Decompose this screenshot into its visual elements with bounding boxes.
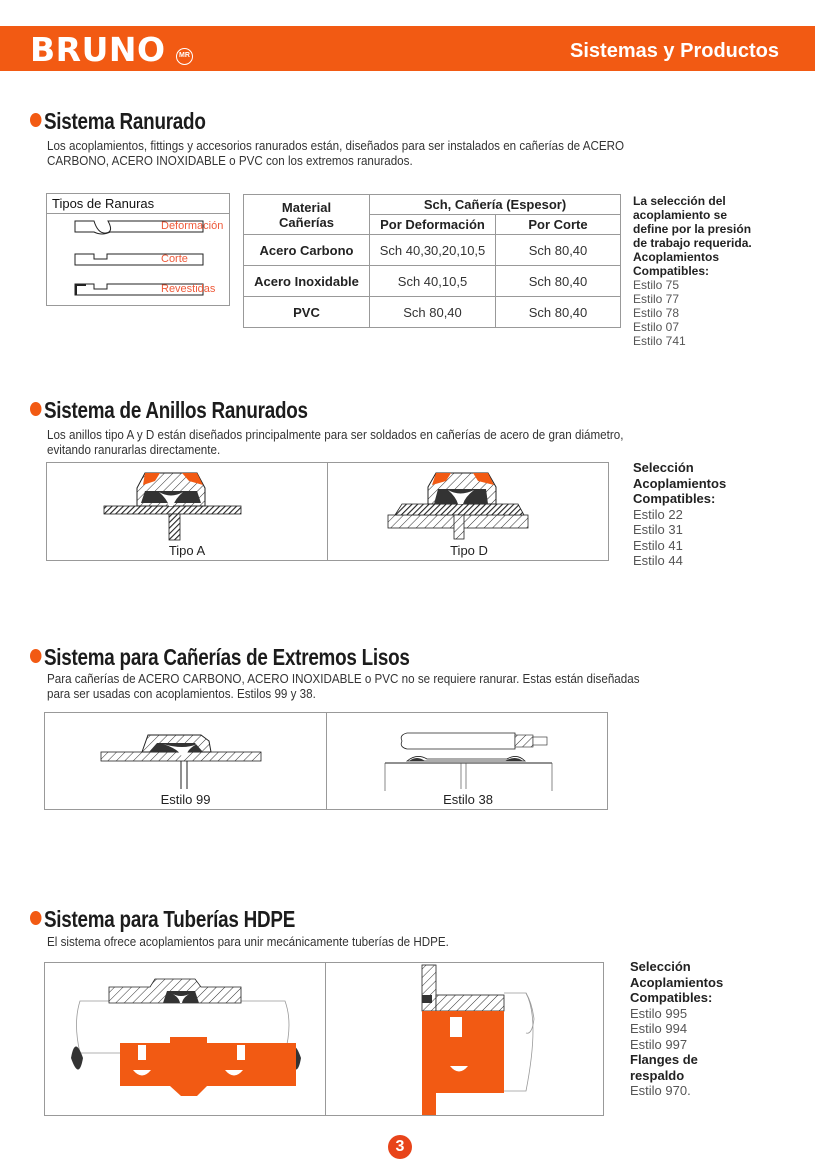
bullet-icon [30, 911, 41, 925]
coupling-style-99-diagram [45, 713, 326, 793]
figure-label: Tipo D [450, 543, 488, 558]
compatible-item: Estilo 78 [633, 306, 680, 320]
figure-box-anillos [46, 462, 609, 561]
side-note-line: La selección del [633, 194, 726, 208]
description-line: Los anillos tipo A y D están diseñados principalmente para ser soldados en cañerías de acero de gran diámetro, [47, 428, 624, 442]
side-note-anillos [633, 460, 726, 569]
side-heading: Compatibles: [633, 264, 710, 278]
compatible-item: Estilo 994 [630, 1021, 688, 1036]
description-line: evitando ranurarlas directamente. [47, 443, 221, 457]
section-title-ranurado [30, 108, 206, 135]
figure-label: Estilo 38 [443, 792, 493, 807]
cell-corte: Sch 80,40 [496, 235, 621, 266]
cell-material: Acero Inoxidable [244, 266, 370, 297]
brand-logo: BRUNO [30, 30, 166, 69]
figure-hdpe-coupling [45, 963, 325, 1115]
table-row [244, 235, 621, 266]
compatible-item: Estilo 41 [633, 537, 683, 553]
groove-revestidas [74, 283, 216, 296]
side-note-line: define por la presión [633, 222, 752, 236]
header-material: Material Cañerías [244, 195, 370, 235]
section-description [47, 672, 640, 702]
bullet-icon [30, 113, 41, 127]
hdpe-coupling-diagram [45, 963, 325, 1115]
section-title-hdpe [30, 906, 295, 933]
trademark-badge: MR [176, 48, 193, 65]
section-description [47, 428, 623, 458]
side-heading: Selección [633, 460, 694, 475]
description-line: El sistema ofrece acoplamientos para unir mecánicamente tuberías de HDPE. [47, 935, 449, 949]
cell-deformacion: Sch 40,30,20,10,5 [370, 235, 496, 266]
side-note-ranurado [633, 194, 752, 348]
cell-deformacion: Sch 40,10,5 [370, 266, 496, 297]
side-heading: Selección [630, 959, 691, 974]
compatible-item: Estilo 75 [633, 278, 680, 292]
column-header: Por Corte [496, 215, 621, 235]
section-title-text: Sistema Ranurado [43, 108, 206, 134]
schedule-table [243, 194, 621, 328]
cell-deformacion: Sch 80,40 [370, 297, 496, 328]
groove-label: Deformación [161, 220, 224, 232]
section-title-extremos-lisos [30, 644, 410, 671]
coupling-style-38-diagram [327, 713, 610, 793]
side-note-line: acoplamiento se [633, 208, 728, 222]
figure-box-extremos-lisos [44, 712, 608, 810]
section-title-text: Sistema de Anillos Ranurados [43, 397, 308, 423]
table-row [244, 266, 621, 297]
side-heading: respaldo [630, 1067, 685, 1083]
compatible-item: Estilo 970. [630, 1083, 691, 1098]
table-row [244, 297, 621, 328]
compatible-item: Estilo 44 [633, 553, 683, 568]
compatible-item: Estilo 995 [630, 1005, 688, 1021]
compatible-item: Estilo 741 [633, 334, 686, 348]
section-title-text: Sistema para Cañerías de Extremos Lisos [43, 644, 410, 670]
cell-corte: Sch 80,40 [496, 266, 621, 297]
groove-deformacion [74, 220, 224, 233]
hdpe-flange-diagram [326, 963, 606, 1115]
figure-label: Tipo A [168, 543, 206, 558]
section-description [47, 139, 624, 169]
side-note-line: de trabajo requerida. [633, 236, 752, 250]
page-number: 3 [388, 1135, 412, 1159]
compatible-item: Estilo 22 [633, 506, 683, 522]
side-heading: Compatibles: [630, 990, 713, 1005]
ring-type-a-diagram [47, 463, 327, 543]
groove-label: Corte [161, 253, 188, 265]
side-heading: Acoplamientos [630, 974, 724, 990]
figure-tipo-d [327, 463, 610, 560]
description-line: Para cañerías de ACERO CARBONO, ACERO INOXIDABLE o PVC no se requiere ranurar. Estas están diseñadas [47, 672, 640, 686]
side-heading: Acoplamientos [633, 475, 727, 491]
side-note-hdpe [630, 959, 723, 1099]
side-heading: Compatibles: [633, 491, 716, 506]
ring-type-d-diagram [328, 463, 611, 543]
header-group: Sch, Cañería (Espesor) [370, 195, 621, 215]
section-title-anillos [30, 397, 308, 424]
header-section-title: Sistemas y Productos [570, 40, 779, 62]
column-header: Por Deformación [370, 215, 496, 235]
cell-material: PVC [244, 297, 370, 328]
figure-box-hdpe [44, 962, 604, 1116]
side-heading: Flanges de [630, 1052, 698, 1067]
groove-label: Revestidas [161, 283, 216, 295]
figure-tipo-a [47, 463, 327, 560]
figure-hdpe-flange [325, 963, 605, 1115]
groove-corte [74, 253, 204, 266]
header-bar [0, 26, 815, 71]
description-line: para ser usadas con acoplamientos. Estilos 99 y 38. [47, 687, 316, 701]
groove-types-box [46, 193, 230, 306]
section-description [47, 935, 449, 950]
description-line: Los acoplamientos, fittings y accesorios ranurados están, diseñados para ser instalados en cañerías de ACERO [47, 139, 625, 153]
compatible-item: Estilo 07 [633, 320, 680, 334]
compatible-item: Estilo 77 [633, 292, 680, 306]
groove-types-title: Tipos de Ranuras [47, 194, 229, 214]
section-title-text: Sistema para Tuberías HDPE [43, 906, 296, 932]
bullet-icon [30, 402, 41, 416]
cell-material: Acero Carbono [244, 235, 370, 266]
side-heading: Acoplamientos [633, 250, 720, 264]
bullet-icon [30, 649, 41, 663]
cell-corte: Sch 80,40 [496, 297, 621, 328]
description-line: CARBONO, ACERO INOXIDABLE o PVC con los extremos ranurados. [47, 154, 413, 168]
figure-estilo-99 [45, 713, 326, 809]
compatible-item: Estilo 997 [630, 1036, 688, 1052]
figure-label: Estilo 99 [160, 792, 211, 807]
compatible-item: Estilo 31 [633, 522, 683, 537]
figure-estilo-38 [326, 713, 609, 809]
